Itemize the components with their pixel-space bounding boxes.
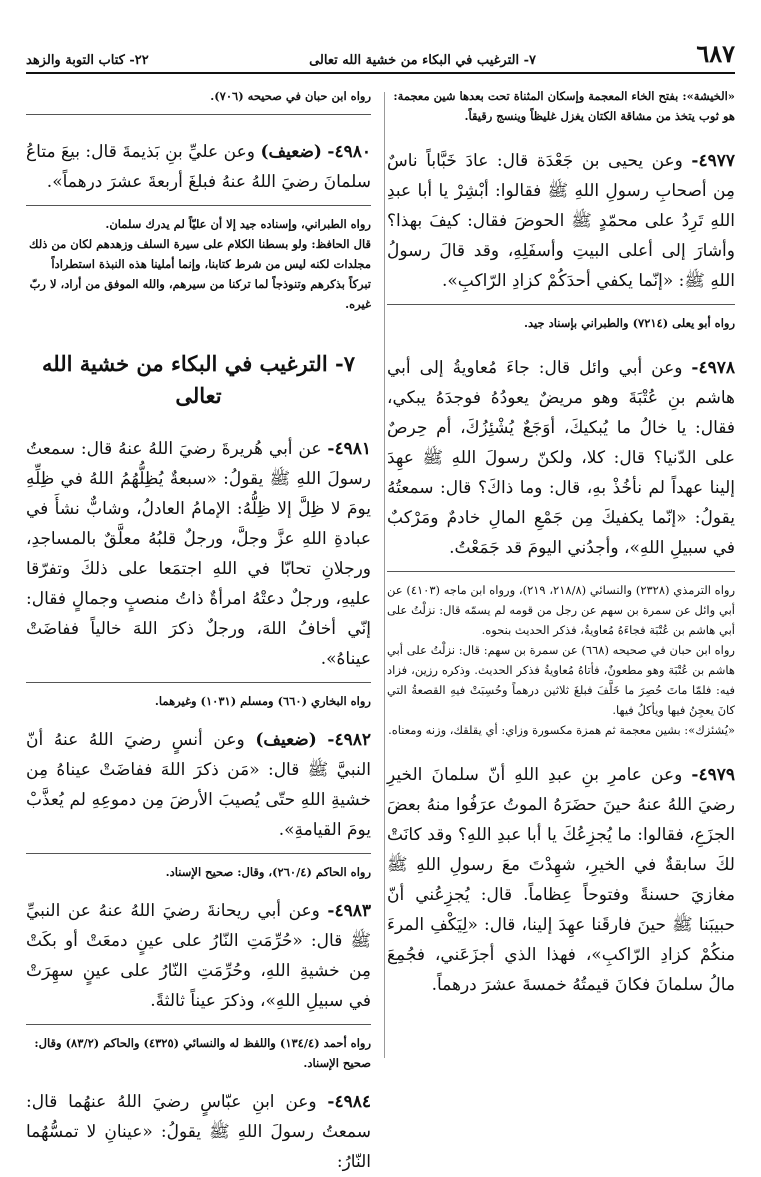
hadith-source: رواه أحمد (١٣٤/٤) واللفظ له والنسائي (٤٣٢٥) والحاكم (٨٣/٢) وقال: صحيح الإسناد. (34, 1036, 371, 1070)
hadith-text: وعن عامرِ بنِ عبدِ اللهِ أنّ سلمانَ الخيرِ رضيَ اللهُ عنهُ حينَ حضَرَهُ الموتُ عرَفُوا منهُ بعضَ الجزَعِ، فقالوا: ما يُجزِعُكَ يا أبا عبدِ اللهِ؟ وقد كانَتْ لكَ سابقةٌ في الخيرِ، شهِدْتَ معَ رسولِ اللهِ ﷺ مغازيَ حسنةً وفتوحاً عِظاماً. قال: يُجزِعُني أنّ حبيبَنا ﷺ حينَ فارقَنا عهِدَ إلينا، قال: «لِيَكْفِ المرءَ منكُمْ كزادِ الرّاكبِ»، فهذا الذي أجزَعَني، فجُمِعَ مالُ سلمانَ فكانَ قيمتُهُ خمسةَ عشرَ درهماً. (387, 765, 735, 995)
hadith-text: وعن أنسٍ رضيَ اللهُ عنهُ أنّ النبيَّ ﷺ قال: «مَن ذكرَ اللهَ ففاضَتْ عيناهُ مِن خشيةِ اللهِ حتّى يُصيبَ الأرضَ مِن دموعِهِ لم يُعذَّبْ يومَ القيامةِ». (26, 730, 371, 840)
hadith-text: وعن أبي ريحانةَ رضيَ اللهُ عنهُ عن النبيِّ ﷺ قال: «حُرِّمَتِ النّارُ على عينٍ دمعَتْ أو بكَتْ مِن خشيةِ اللهِ، وحُرِّمَتِ النّارُ على عينٍ سهِرَتْ في سبيلِ اللهِ»، وذكرَ عيناً ثالثةً. (26, 901, 371, 1011)
hadith-source: رواه الطبراني، وإسناده جيد إلا أن عليّاً لم يدرك سلمان. (105, 217, 371, 231)
hadith-4982 (26, 725, 371, 845)
page-number: ٦٨٧ (696, 39, 735, 68)
divider (26, 205, 371, 206)
hafiz-note: قال الحافظ: ولو بسطنا الكلام على سيرة السلف وزهدهم لكان من ذلك مجلدات لكنه ليس من شرط كتابنا، وإنما أملينا هذه النبذة استطراداً تبركاً بذكرهم وتنوذجاً لما تركنا من سيرهم، والله الموفق من أراد، لا ربّ غيره. (29, 237, 371, 311)
chapter-title: ٧- الترغيب في البكاء من خشية الله تعالى (42, 351, 355, 408)
divider (26, 1024, 371, 1025)
hadith-4983 (26, 896, 371, 1016)
hadith-source: رواه الترمذي (٢٣٢٨) والنسائي (٢١٨/٨، ٢١٩)، ورواه ابن ماجه (٤١٠٣) عن أبي وائل عن سمرة بن سهم عن رجل من قومه لم يسمّه قال: نزلْتُ على أبي هاشم بن عُتْبَة فجاءَهُ مُعاويةُ، فذكر الحديث بنحوه. (387, 583, 736, 637)
hadith-number: ٤٩٨٤- (327, 1092, 371, 1112)
hadith-text: وعن يحيى بن جَعْدَة قال: عادَ خَبَّاباً ناسٌ مِن أصحابِ رسولِ اللهِ ﷺ فقالوا: أبْشِرْ يا أبا عبدِ اللهِ تَرِدُ على محمّدٍ ﷺ الحوضَ فقال: كيفَ بهذا؟ وأشارَ إلى أعلى البيتِ وأسفَلِهِ، وقد قالَ رسولُ اللهِ ﷺ: «إنّما يكفي أحدَكُمْ كزادِ الرّاكبِ». (387, 151, 735, 291)
divider (26, 114, 371, 115)
divider (26, 853, 371, 854)
hadith-text: وعن عليِّ بنِ بَذيمةَ قال: بيعَ متاعُ سلمانَ رضيَ اللهُ عنهُ فبلغَ أربعةَ عشرَ درهماً». (26, 142, 371, 192)
hadith-grade: (ضعيف) (260, 142, 322, 162)
hadith-4977 (387, 146, 735, 296)
hadith-number: ٤٩٧٩- (691, 765, 735, 785)
hadith-number: ٤٩٨٢- (327, 730, 371, 750)
hadith-source: رواه الحاكم (٢٦٠/٤)، وقال: صحيح الإسناد. (165, 865, 371, 879)
running-header (26, 39, 735, 74)
divider (387, 304, 735, 305)
hadith-source: رواه ابن حبان في صحيحه (٧٠٦). (210, 89, 371, 103)
hadith-4984 (26, 1087, 371, 1177)
divider (387, 571, 735, 572)
hadith-text: وعن ابنِ عبّاسٍ رضيَ اللهُ عنهُما قال: سمعتُ رسولَ اللهِ ﷺ يقولُ: «عينانِ لا تمسُّهُما النّارُ: (26, 1092, 371, 1172)
footnote-khaysha: «الخيشة»: بفتح الخاء المعجمة وإسكان المثناة تحت بعدها شين معجمة: هو ثوب يتخذ من مشاقة الكتان يغزل غليظاً وينسج رقيقاً. (393, 89, 735, 123)
hadith-number: ٤٩٧٧- (691, 151, 735, 171)
left-column (26, 86, 371, 1177)
hadith-source-additional: رواه ابن حبان في صحيحه (٦٦٨) عن سمرة بن سهم: قال: نزلْتُ على أبي هاشم بن عُتْبَة وهو مطعونٌ، فأتاهُ مُعاويةُ فذكر الحديث. وذكره رزين، فزاد فيه: فلمّا ماتَ حُصِرَ ما خَلَّفَ فبلغَ ثلاثين درهماً وحُسِبَتْ فيهِ القصعةُ التي كانَ يعجِنُ فيها ويأكلُ فيها. (387, 643, 735, 717)
running-section-title: ٧- الترغيب في البكاء من خشية الله تعالى (309, 53, 536, 68)
running-book-title: ٢٢- كتاب التوبة والزهد (26, 53, 149, 68)
hadith-grade: (ضعيف) (255, 730, 317, 750)
right-column (387, 86, 735, 1000)
hadith-text: وعن أبي وائل قال: جاءَ مُعاويةُ إلى أبي هاشم بنِ عُتْبَةَ وهو مريضٌ يعودُهُ فوجدَهُ يبكي، فقال: يا خالُ ما يُبكيكَ، أوَجَعٌ يُشْئِزُكَ، أم حِرصٌ على الدّنيا؟ قال: كلا، ولكنّ رسولَ اللهِ ﷺ عهِدَ إلينا عهداً لم نأخُذْ بهِ، قال: وما ذاكَ؟ قال: سمعتُهُ يقولُ: «إنّما يكفيكَ مِن جَمْعِ المالِ خادمٌ ومَرْكبٌ في سبيلِ اللهِ»، وأجدُني اليومَ قد جَمَعْتُ. (387, 358, 735, 558)
hadith-text: عن أبي هُريرةَ رضيَ اللهُ عنهُ قال: سمعتُ رسولَ اللهِ ﷺ يقولُ: «سبعةٌ يُظِلُّهُمُ اللهُ في ظِلِّهِ يومَ لا ظِلَّ إلا ظِلُّهُ: الإمامُ العادلُ، وشابٌّ نشأَ في عبادةِ اللهِ عزَّ وجلَّ، ورجلٌ قلبُهُ معلَّقٌ بالمساجدِ، ورجلانِ تحابّا في اللهِ اجتمَعا على ذلكَ وتفرّقا عليهِ، ورجلٌ دعتْهُ امرأةٌ ذاتُ منصبٍ وجمالٍ فقال: إنّي أخافُ اللهَ، ورجلٌ ذكرَ اللهَ خالياً ففاضَتْ عيناهُ». (26, 439, 371, 669)
hadith-4978 (387, 353, 735, 563)
word-note: «يُشئزك»: بشين معجمة ثم همزة مكسورة وزاي: أي يقلقك، وزنه ومعناه. (388, 723, 735, 737)
hadith-number: ٤٩٨٣- (327, 901, 372, 921)
hadith-number: ٤٩٨١- (327, 439, 371, 459)
divider (26, 682, 371, 683)
hadith-source: رواه أبو يعلى (٧٢١٤) والطبراني بإسناد جيد. (524, 316, 735, 330)
column-divider (384, 92, 385, 1058)
hadith-4981 (26, 434, 371, 674)
hadith-number: ٤٩٧٨- (691, 358, 736, 378)
hadith-4980 (26, 137, 371, 197)
hadith-4979 (387, 760, 735, 1000)
hadith-source: رواه البخاري (٦٦٠) ومسلم (١٠٣١) وغيرهما. (154, 694, 371, 708)
hadith-number: ٤٩٨٠- (327, 142, 371, 162)
